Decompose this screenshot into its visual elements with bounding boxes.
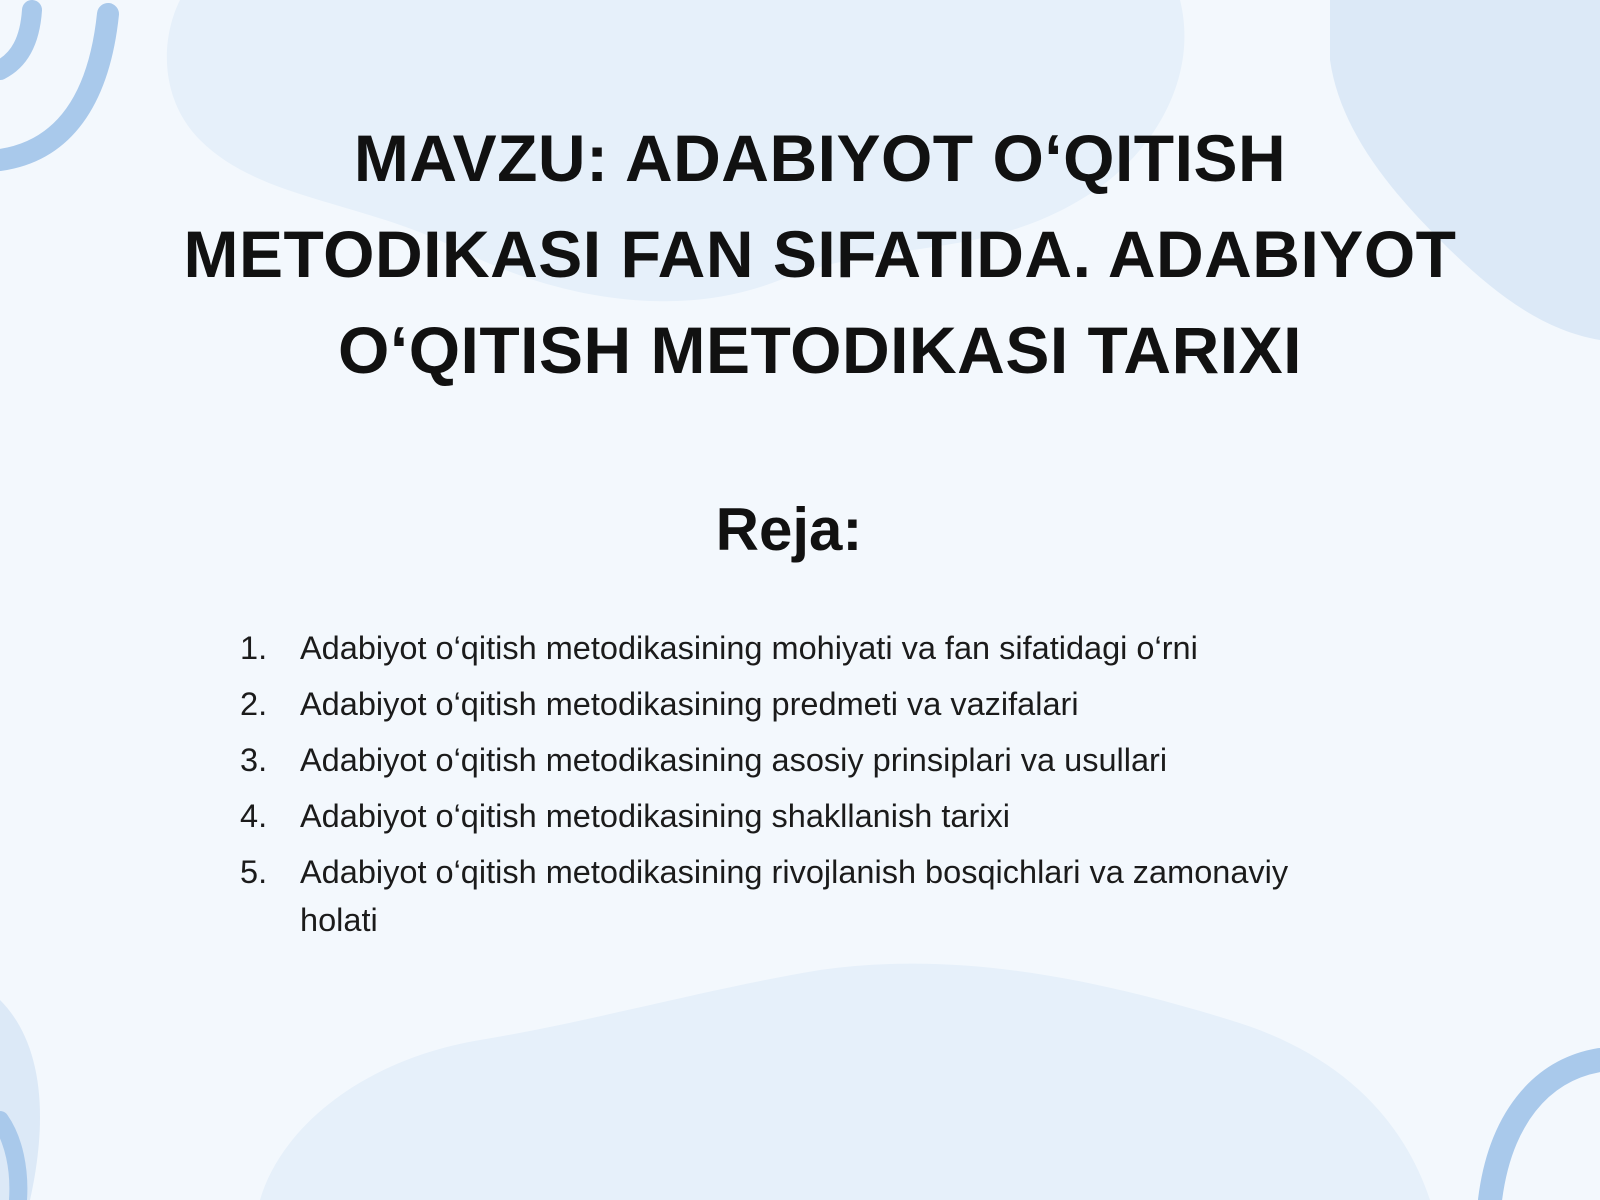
plan-list [240,624,1340,952]
plan-item-number: 1. [240,630,268,666]
plan-item-number: 5. [240,854,268,890]
plan-heading: Reja: [715,496,863,563]
plan-item-text: Adabiyot o‘qitish metodikasining asosiy prinsiplari va usullari [300,742,1168,778]
plan-item [240,848,1340,944]
plan-item [240,680,1340,728]
plan-item [240,736,1340,784]
plan-item-text: Adabiyot o‘qitish metodikasining shakllanish tarixi [300,798,1010,834]
plan-item-number: 3. [240,742,268,778]
plan-item-text: Adabiyot o‘qitish metodikasining rivojlanish bosqichlari va zamonaviy holati [300,854,1289,938]
plan-item [240,792,1340,840]
plan-item-text: Adabiyot o‘qitish metodikasining predmeti va vazifalari [300,686,1079,722]
plan-item-number: 4. [240,798,268,834]
plan-item-text: Adabiyot o‘qitish metodikasining mohiyati va fan sifatidagi o‘rni [300,630,1198,666]
plan-item [240,624,1340,672]
plan-item-number: 2. [240,686,268,722]
slide-title: MAVZU: ADABIYOT O‘QITISH METODIKASI FAN SIFATIDA. ADABIYOT O‘QITISH METODIKASI TARIXI [183,121,1457,387]
